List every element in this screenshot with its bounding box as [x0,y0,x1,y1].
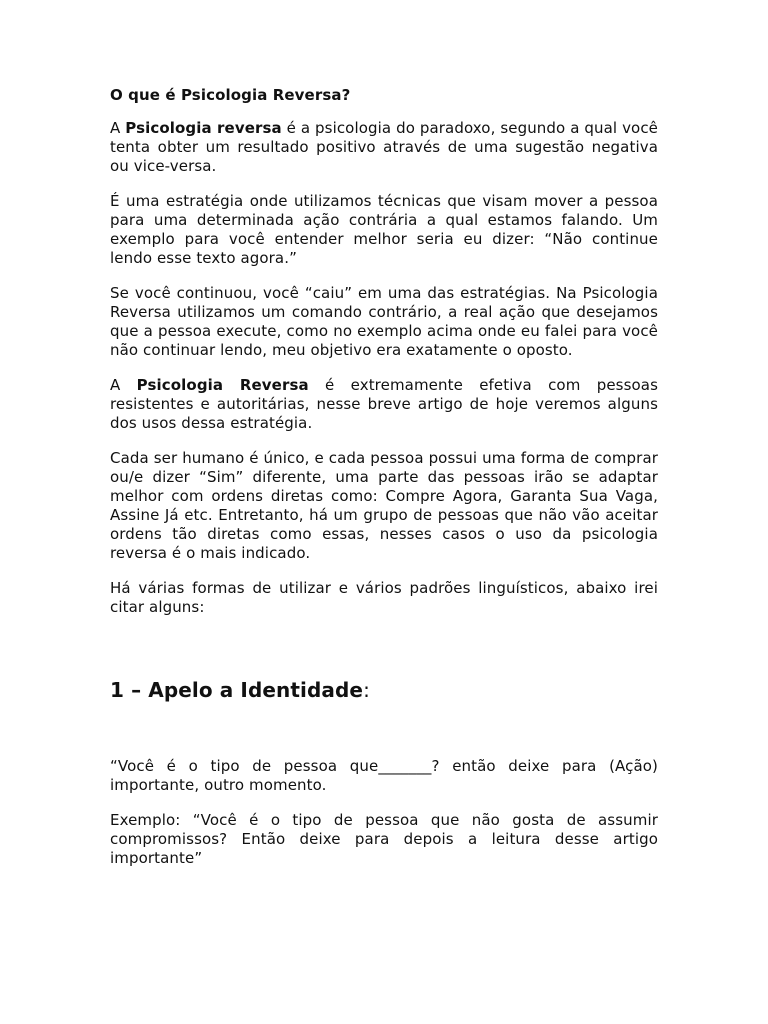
paragraph-prefix: A [110,376,137,394]
paragraph-definition [110,119,658,176]
paragraph-human-uniqueness: Cada ser humano é único, e cada pessoa possui uma forma de comprar ou/e dizer “Sim” diferente, uma parte das pessoas irão se adaptar melhor com ordens diretas como: Compre Agora, Garanta Sua Vaga, Assine Já etc. Entretanto, há um grupo de pessoas que não vão aceitar ordens tão diretas como essas, nesses casos o uso da psicologia reversa é o mais indicado. [110,449,658,562]
paragraph-intro-list: Há várias formas de utilizar e vários padrões linguísticos, abaixo irei citar alguns: [110,579,658,616]
paragraph-prefix: A [110,119,126,137]
paragraph-text: é extremamente efetiva com pessoas resistentes e autoritárias, nesse breve artigo de hoje veremos alguns dos usos dessa estratégia. [110,376,658,432]
section-heading-colon: : [363,678,370,702]
paragraph-strategy: É uma estratégia onde utilizamos técnicas que visam mover a pessoa para uma determinada ação contrária a qual estamos falando. Um exemplo para você entender melhor seria eu dizer: “Não continue lendo esse texto agora.” [110,192,658,267]
paragraph-effectiveness [110,376,658,433]
section-heading-text: 1 – Apelo a Identidade [110,678,364,702]
identity-example: Exemplo: “Você é o tipo de pessoa que não gosta de assumir compromissos? Então deixe para depois a leitura desse artigo importante” [110,811,658,867]
term-psicologia-reversa-bold: Psicologia Reversa [136,376,309,394]
term-psicologia-reversa: Psicologia reversa [125,119,282,137]
document-body [110,86,658,884]
section-heading-identity [110,677,658,703]
paragraph-explanation: Se você continuou, você “caiu” em uma das estratégias. Na Psicologia Reversa utilizamos um comando contrário, a real ação que desejamos que a pessoa execute, como no exemplo acima onde eu falei para você não continuar lendo, meu objetivo era exatamente o oposto. [110,284,658,359]
paragraph-text: é a psicologia do paradoxo, segundo a qual você tenta obter um resultado positivo através de uma sugestão negativa ou vice-versa. [110,119,659,175]
identity-quote: “Você é o tipo de pessoa que_______? então deixe para (Ação) importante, outro momento. [110,757,658,794]
page-title: O que é Psicologia Reversa? [110,86,351,104]
